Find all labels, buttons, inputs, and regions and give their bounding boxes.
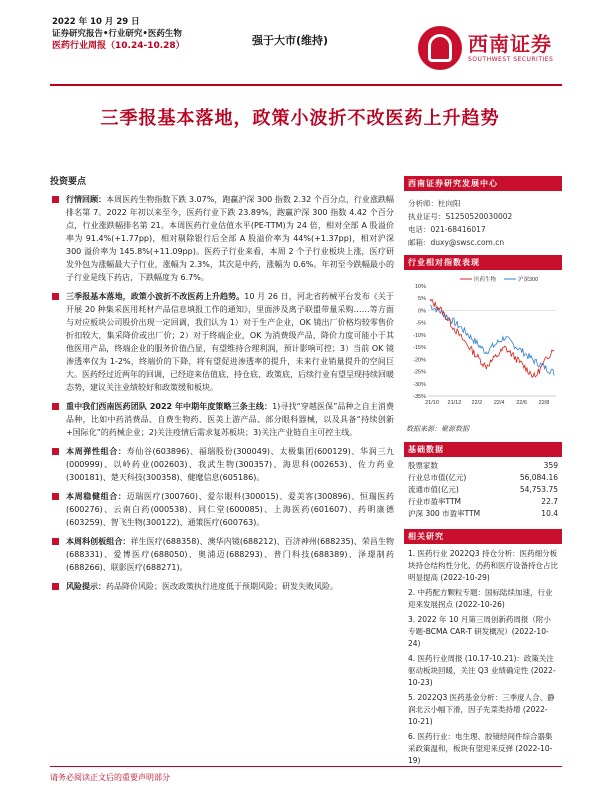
bullet-star-portfolio: 本周科创板组合：祥生医疗(688358)、澳华内镜(688212)、百济神州(688235)、荣昌生物(688331)、爱博医疗(688050)、奥浦迈(688293)、普门科技(688389)、泽璟制药(688266)、联影医疗(688271)。 bbox=[50, 535, 394, 574]
related-item[interactable]: 3. 2022 年 10 月第三周创新药周报（附小专题-BCMA CAR-T 研发概况）(2022-10-24) bbox=[408, 615, 551, 648]
x-tick-label: 21/12 bbox=[447, 400, 462, 406]
legend-label-pharma: 医药生物 bbox=[474, 277, 497, 283]
logo-english: SOUTHWEST SECURITIES bbox=[468, 56, 554, 63]
logo-mark-icon bbox=[418, 26, 462, 70]
series-line-pharma bbox=[430, 299, 554, 377]
stats-table bbox=[404, 457, 562, 523]
logo-name: 西南证券 bbox=[468, 32, 552, 56]
x-tick-label: 22/4 bbox=[493, 400, 505, 406]
bullet-elastic-portfolio: 本周弹性组合：寿仙谷(603896)、福瑞股份(300049)、太极集团(600129)、华润三九(000999)、以岭药业(002603)、我武生物(300357)、海思科(002653)、佐力药业(300181)、楚天科技(300358)、健麾信息(605186)。 bbox=[50, 445, 394, 484]
related-list bbox=[404, 544, 562, 774]
y-tick-label: 10% bbox=[414, 284, 426, 290]
bullet-policy: 三季报基本落地，政策小波折不改医药上升趋势。10 月 26 日，河北省药械平台发布《关于开展 20 种集采医用耗材产品信息填报工作的通知》，里面涉及离子联盟带量采购……等方面与对应板块公司股价出现一定回调，我们认为 1）对于生产企业，OK 镜出厂价格均较零售价折扣较大，集采降价或出厂价；2）对于终端企业，OK 为消费级产品，降价力度可能小于其他医用产品，终端企业的服务价值凸显，有望维持合理利润，预计影响可控；3）当前 OK 镜渗透率仅为 1-2%，终端价的下降，将有望促进渗透率的提升，未来行业销量提升的空间巨大。医药经过近两年的回调，已经迎来估值底、持仓底、政策底，后续行业有望呈现持续回暖态势，建议关注业绩较好和政策缓和板块。 bbox=[50, 290, 394, 394]
footer-disclaimer: 请务必阅读正文后的重要声明部分 bbox=[50, 773, 170, 782]
bullet-market-review: 行情回顾：本周医药生物指数下跌 3.07%，跑赢沪深 300 指数 2.32 个百分点，行业涨跌幅排名第 7。2022 年初以来至今，医药行业下跌 23.89%，跑赢沪深 300 指数 4.42 个百分点，行业涨跌幅排名第 21。本周医药行业估值水平(PE-TTM)为 24 倍，相对全部 A 股溢价率为 91.4%(+1.77pp)，相对剔除银行后全部 A 股溢价率为 44%(+1.37pp)，相对沪深 300 溢价率为 145.8%(+11.09pp)。医药子行业来看，本周 2 个子行业板块上涨，医疗研发外包为涨幅最大子行业，涨幅为 2.3%，其次是中药，涨幅为 0.6%。年初至今跌幅最小的子行业是线下药店，下跌幅度为 6.7%。 bbox=[50, 193, 394, 284]
header-divider bbox=[50, 84, 562, 86]
chart-svg bbox=[404, 270, 562, 420]
chart-bar: 行业相对指数表现 bbox=[404, 255, 562, 270]
stats-row: 流通市值(亿元) 54,753.75 bbox=[408, 485, 558, 494]
report-category: 证券研究报告•行业研究•医药生物 bbox=[52, 29, 182, 39]
report-meta bbox=[52, 16, 185, 52]
company-logo bbox=[418, 26, 562, 76]
rating: 强于大市(维持) bbox=[252, 34, 329, 47]
sidebar bbox=[404, 176, 562, 774]
x-tick-label: 21/10 bbox=[425, 400, 439, 406]
y-tick-label: -10% bbox=[413, 332, 426, 339]
related-item[interactable]: 4. 医药行业周报 (10.17-10.21)：政策关注驱动板块回暖，关注 Q3 业绩确定性 (2022-10-23) bbox=[408, 654, 556, 687]
related-item[interactable]: 6. 医药行业：电生理、胶镜经间件综合器集采政策温和，板块有望迎来反弹 (2022-10-19) bbox=[408, 732, 553, 765]
x-tick-label: 22/6 bbox=[516, 400, 527, 406]
series-line-hs300 bbox=[430, 306, 554, 376]
stats-row: 沪深 300 市盈率TTM 10.4 bbox=[408, 509, 558, 518]
legend-label-hs300: 沪深300 bbox=[518, 277, 539, 283]
related-item[interactable]: 1. 医药行业 2022Q3 持仓分析：医药细分板块持仓结构性分化，仍药和医疗设备持仓占比明显提高 (2022-10-29) bbox=[408, 549, 558, 582]
bullet-strategy: 重中我们西南医药团队 2022 年中期年度策略三条主线：1)寻找“穿越医保”品种之自主消费品种，比如中药消费品、自费生物药、医美上游产品、部分眼科器械，以及具备“持续创新+国际化”的药械企业；2)关注疫情后需求复苏板块；3)关注产业链自主可控主线。 bbox=[50, 400, 394, 439]
analyst-phone: 电话：021-68416017 bbox=[408, 225, 486, 234]
related-item[interactable]: 5. 2022Q3 医药基金分析：三季度人合、静润北云小幅下滑，因子先菜类持增 (2022-10-21) bbox=[408, 693, 555, 726]
section-heading: 投资要点 bbox=[50, 177, 87, 187]
report-period: 医药行业周报（10.24-10.28） bbox=[52, 41, 185, 51]
x-tick-label: 22/8 bbox=[538, 400, 550, 406]
related-item[interactable]: 2. 中药配方颗粒专题：国标陆续加速，行业迎来发展拐点 (2022-10-26) bbox=[408, 588, 553, 609]
bullet-stable-portfolio: 本周稳健组合：迈瑞医疗(300760)、爱尔眼科(300015)、爱美客(300896)、恒瑞医药(600276)、云南白药(000538)、同仁堂(600085)、上海医药(601607)、药明康德(603259)、智飞生物(300122)、通策医疗(600763)。 bbox=[50, 490, 394, 529]
y-tick-label: -30% bbox=[413, 381, 426, 388]
analyst-email[interactable]: 邮箱：duxy@swsc.com.cn bbox=[408, 238, 505, 247]
analyst-info bbox=[404, 191, 562, 255]
y-tick-label: -35% bbox=[413, 394, 426, 400]
chart-source: 数据来源：聚源数据 bbox=[406, 425, 469, 433]
x-tick-label: 22/2 bbox=[471, 400, 483, 406]
y-tick-label: -25% bbox=[413, 369, 426, 376]
footer-divider bbox=[50, 766, 562, 767]
report-title: 三季报基本落地，政策小波折不改医药上升趋势 bbox=[100, 108, 500, 129]
relative-index-chart bbox=[404, 270, 562, 420]
y-tick-label: -15% bbox=[413, 345, 426, 352]
bullet-risk: 风险提示：药品降价风险；医改政策执行进度低于预期风险；研发失败风险。 bbox=[50, 580, 394, 593]
y-tick-label: -5% bbox=[416, 320, 426, 327]
stats-bar: 基础数据 bbox=[404, 442, 562, 457]
y-tick-label: -20% bbox=[413, 357, 426, 364]
stats-row: 行业市盈率TTM 22.7 bbox=[408, 497, 558, 506]
stats-row: 行业总市值(亿元) 56,084.16 bbox=[408, 473, 558, 482]
analyst-cert: 执业证号：S1250520030002 bbox=[408, 212, 513, 221]
related-bar: 相关研究 bbox=[404, 529, 562, 544]
investment-points bbox=[50, 176, 394, 599]
y-tick-label: 0% bbox=[418, 308, 426, 315]
report-date: 2022 年 10 月 29 日 bbox=[52, 17, 140, 27]
analyst-bar: 西南证券研究发展中心 bbox=[404, 176, 562, 191]
y-tick-label: 5% bbox=[418, 296, 426, 303]
analyst-name: 分析师：杜向阳 bbox=[408, 199, 461, 208]
stats-row: 股票家数 359 bbox=[408, 461, 558, 470]
